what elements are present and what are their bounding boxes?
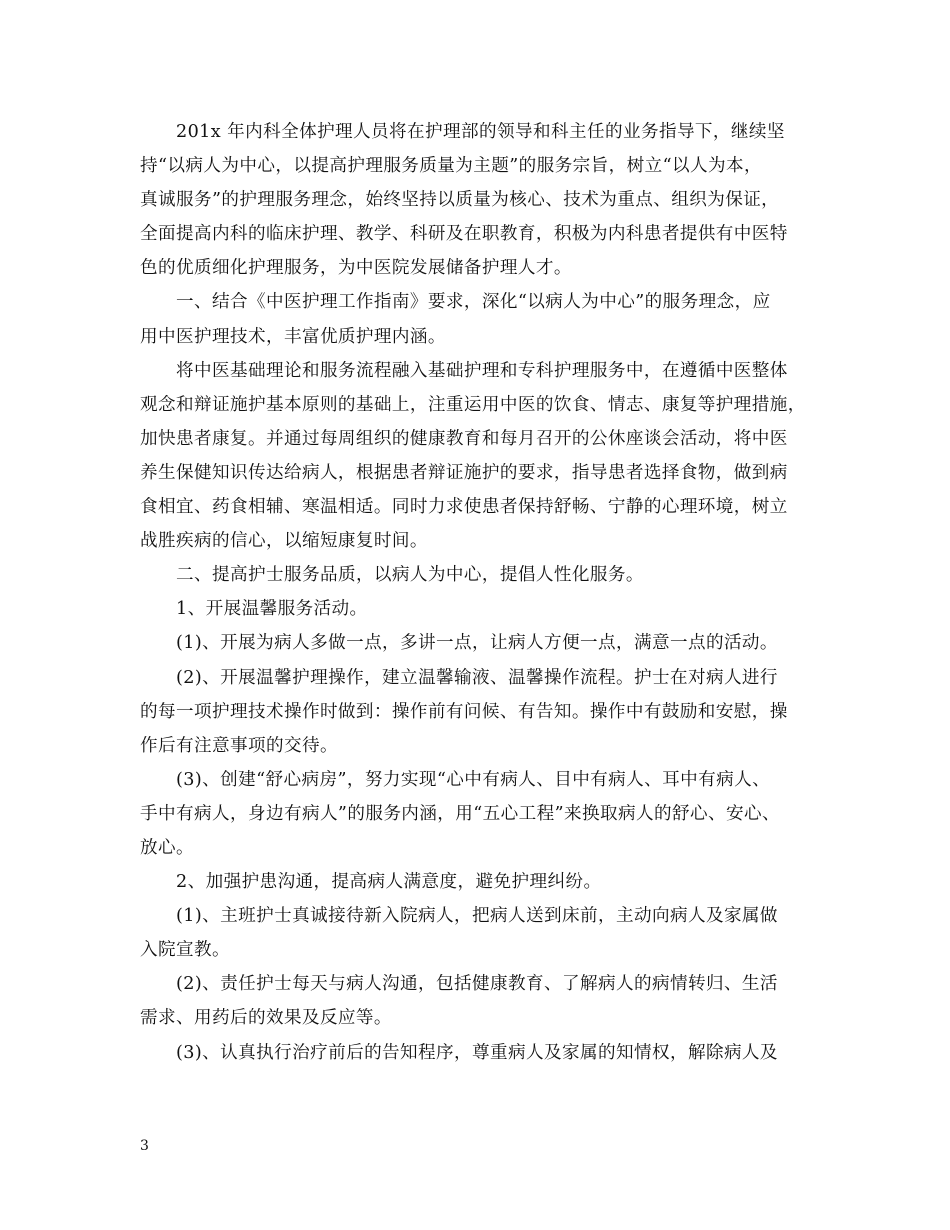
list-item: (1)、主班护士真诚接待新入院病人，把病人送到床前，主动向病人及家属做 (176, 906, 778, 927)
text-line: 放心。 (140, 837, 194, 858)
text-line: 加快患者康复。并通过每周组织的健康教育和每月召开的公休座谈会活动，将中医 (140, 428, 788, 449)
section-heading-2: 二、提高护士服务品质，以病人为中心，提倡人性化服务。 (176, 565, 644, 586)
text-line: 真诚服务”的护理服务理念，始终坚持以质量为核心、技术为重点、组织为保证， (140, 190, 780, 211)
list-item: (3)、创建“舒心病房”，努力实现“心中有病人、目中有病人、耳中有病人、 (176, 769, 771, 790)
text-line: 食相宜、药食相辅、寒温相适。同时力求使患者保持舒畅、宁静的心理环境，树立 (140, 497, 788, 518)
subsection-heading-2: 2、加强护患沟通，提高病人满意度，避免护理纠纷。 (176, 872, 602, 893)
body-text (140, 118, 812, 1073)
section-heading-1: 一、结合《中医护理工作指南》要求，深化“以病人为中心”的服务理念，应 (176, 292, 771, 313)
text-line: 全面提高内科的临床护理、教学、科研及在职教育，积极为内科患者提供有中医特 (140, 224, 788, 245)
text-line: 作后有注意事项的交待。 (140, 735, 338, 756)
text-line: 色的优质细化护理服务，为中医院发展储备护理人才。 (140, 258, 572, 279)
list-item: (3)、认真执行治疗前后的告知程序，尊重病人及家属的知情权，解除病人及 (176, 1042, 778, 1063)
text-line: 持“以病人为中心，以提高护理服务质量为主题”的服务宗旨，树立“以人为本， (140, 156, 762, 177)
list-item: (2)、开展温馨护理操作，建立温馨输液、温馨操作流程。护士在对病人进行 (176, 667, 778, 688)
text-line: 201x 年内科全体护理人员将在护理部的领导和科主任的业务指导下，继续坚 (176, 122, 785, 142)
list-item: (1)、开展为病人多做一点，多讲一点，让病人方便一点，满意一点的活动。 (176, 633, 778, 654)
text-line: 手中有病人，身边有病人”的服务内涵，用“五心工程”来换取病人的舒心、安心、 (140, 803, 780, 824)
text-line: 用中医护理技术，丰富优质护理内涵。 (140, 326, 446, 347)
text-line: 需求、用药后的效果及反应等。 (140, 1008, 392, 1029)
list-item: (2)、责任护士每天与病人沟通，包括健康教育、了解病人的病情转归、生活 (176, 974, 778, 995)
text-line: 战胜疾病的信心，以缩短康复时间。 (140, 531, 428, 552)
text-line: 将中医基础理论和服务流程融入基础护理和专科护理服务中，在遵循中医整体 (176, 360, 788, 381)
text-line: 养生保健知识传达给病人，根据患者辩证施护的要求，指导患者选择食物，做到病 (140, 462, 788, 483)
page-number: 3 (140, 1138, 149, 1154)
text-line: 的每一项护理技术操作时做到：操作前有问候、有告知。操作中有鼓励和安慰，操 (140, 701, 788, 722)
text-line: 入院宣教。 (140, 940, 230, 961)
subsection-heading-1: 1、开展温馨服务活动。 (176, 599, 368, 620)
text-line: 观念和辩证施护基本原则的基础上，注重运用中医的饮食、情志、康复等护理措施， (140, 394, 806, 415)
